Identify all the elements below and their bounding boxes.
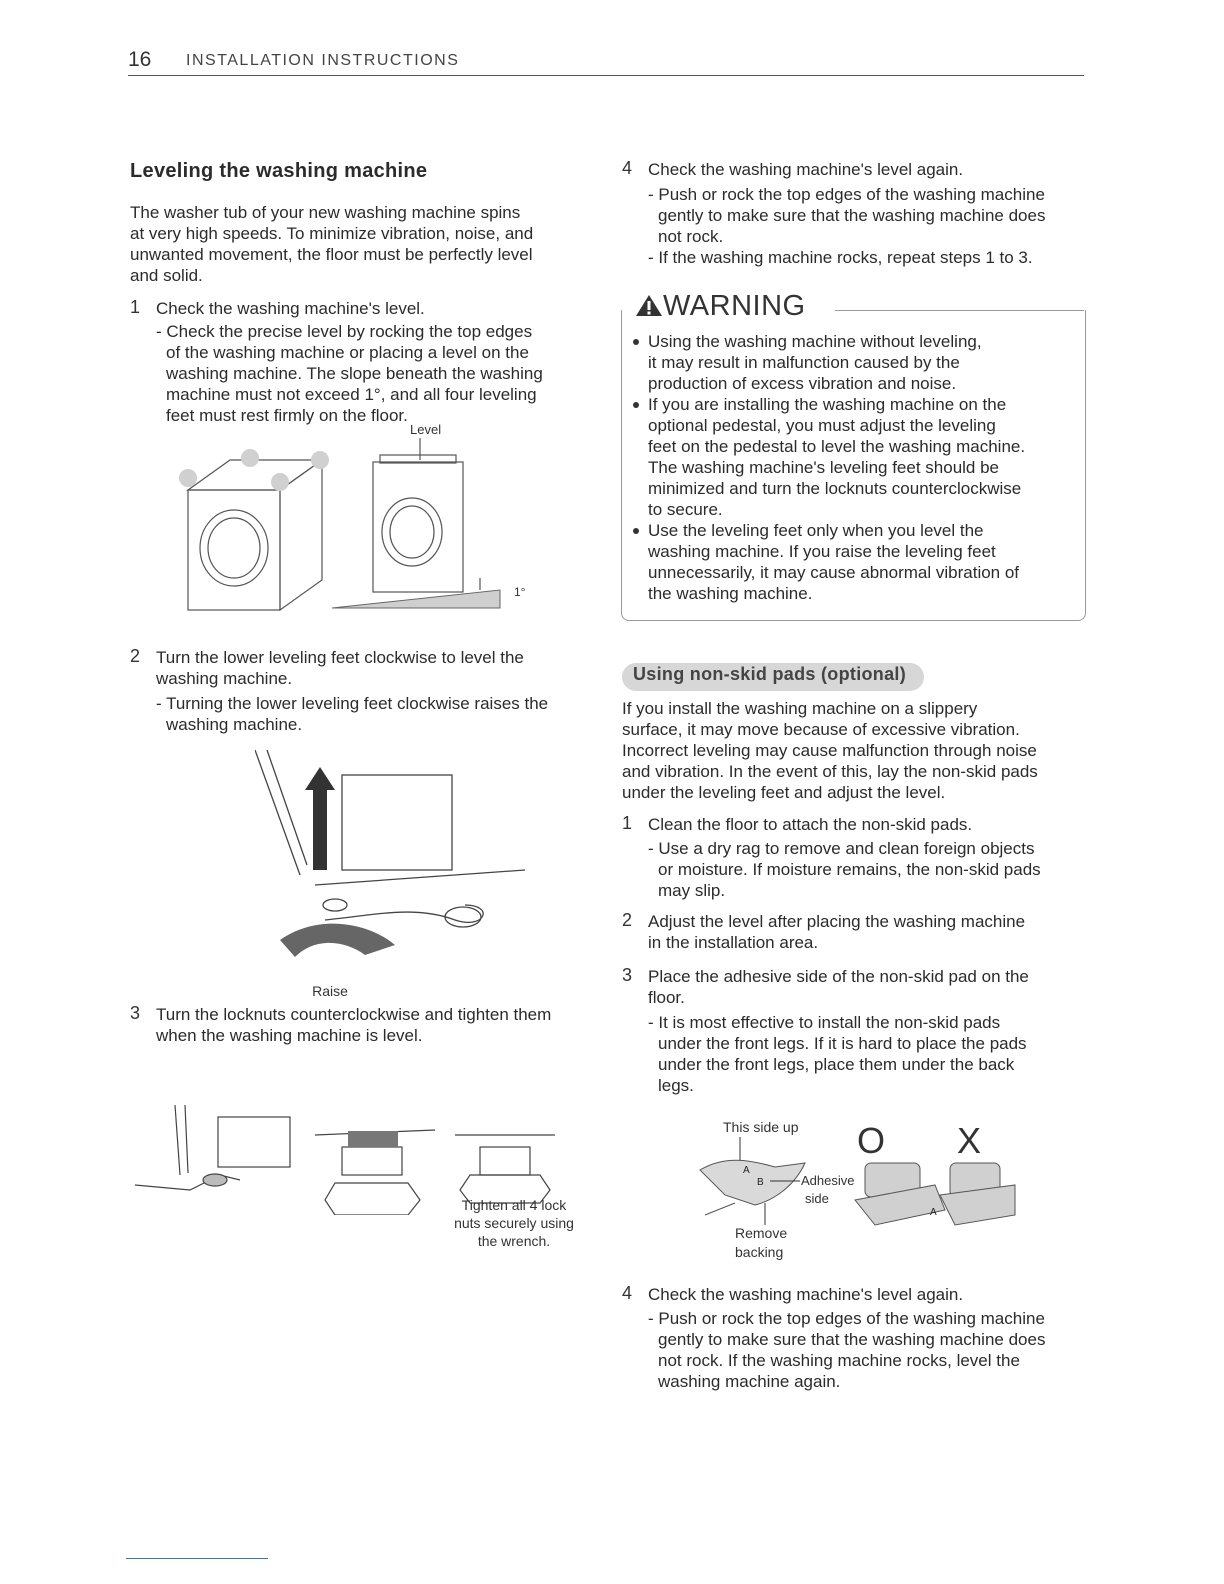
leveling-illustration — [170, 420, 540, 625]
leveling-intro: The washer tub of your new washing machine spins at very high speeds. To minimize vibration, noise, and unwanted movement, the floor must be perfectly level and solid. — [130, 203, 534, 285]
footer-rule — [126, 1558, 268, 1559]
slope — [332, 590, 500, 608]
washer-front — [373, 455, 463, 592]
step-title: Check the washing machine's level. — [156, 299, 425, 318]
label-a: A — [743, 1165, 750, 1176]
step-number: 1 — [622, 813, 633, 833]
step-detail: - Push or rock the top edges of the washing machine gently to make sure that the washing machine does not rock. - If the washing machine rocks, repeat steps 1 to 3. — [648, 185, 1046, 267]
step-detail: - It is most effective to install the non-skid pads under the front legs. If it is hard to place the pads under the front legs, place them under the back legs. — [648, 1013, 1027, 1095]
step-title: Turn the locknuts counterclockwise and tighten them when the washing machine is level. — [156, 1005, 552, 1045]
label-a2: A — [930, 1207, 937, 1218]
step-number: 3 — [130, 1003, 141, 1023]
adhesive-label: Adhesive — [801, 1173, 855, 1188]
step-title: Adjust the level after placing the washing machine in the installation area. — [648, 912, 1026, 952]
step-number: 4 — [622, 158, 633, 178]
backing-label: backing — [735, 1244, 784, 1260]
side-label: side — [805, 1191, 829, 1206]
curved-arrow-icon — [280, 924, 395, 957]
page-number: 16 — [128, 48, 152, 71]
this-side-up-label: This side up — [723, 1119, 799, 1135]
leveling-heading: Leveling the washing machine — [130, 160, 428, 182]
step-number: 1 — [130, 297, 141, 317]
warning-item: If you are installing the washing machine on the optional pedestal, you must adjust the leveling feet on the pedestal to level the washing machine. The washing machine's leveling feet should be minimized and turn the locknuts counterclockwise to secure. — [648, 395, 1026, 519]
warning-title: WARNING — [635, 290, 812, 323]
warning-item: Use the leveling feet only when you level the washing machine. If you raise the leveling feet unnecessarily, it may cause abnormal vibration of the washing machine. — [648, 521, 1020, 603]
step-title: Turn the lower leveling feet clockwise to level the washing machine. — [156, 648, 524, 688]
header-divider — [128, 75, 1084, 76]
pads-intro: If you install the washing machine on a slippery surface, it may move because of excessive vibration. Incorrect leveling may cause malfunction through noise and vibration. In the event of this, lay the non-skid pads under the leveling feet and adjust the level. — [622, 699, 1038, 802]
warning-rule — [835, 310, 1084, 311]
step-detail: - Check the precise level by rocking the top edges of the washing machine or placing a level on the washing machine. The slope beneath the washing machine must not exceed 1°, and all four leveling feet must rest firmly on the floor. — [156, 322, 543, 425]
remove-label: Remove — [735, 1225, 788, 1241]
step-number: 2 — [622, 910, 633, 930]
step-number: 2 — [130, 646, 141, 666]
step-title: Place the adhesive side of the non-skid pad on the floor. — [648, 967, 1029, 1007]
washer-perspective — [188, 460, 322, 610]
corner-markers — [179, 449, 329, 491]
step-detail: - Use a dry rag to remove and clean foreign objects or moisture. If moisture remains, the non-skid pads may slip. — [648, 839, 1041, 900]
raise-caption: Raise — [312, 983, 348, 999]
label-b: B — [757, 1177, 764, 1188]
level-label: Level — [410, 422, 442, 437]
pads-heading: Using non-skid pads (optional) — [633, 664, 906, 684]
up-arrow-icon — [305, 767, 335, 870]
correct-mark-icon: O — [857, 1120, 886, 1161]
incorrect-mark-icon: X — [957, 1120, 982, 1161]
raise-illustration — [255, 745, 535, 975]
step-title: Check the washing machine's level again. — [648, 160, 964, 179]
step-number: 3 — [622, 965, 633, 985]
non-skid-pad-illustration — [695, 1115, 1025, 1265]
step-title: Check the washing machine's level again. — [648, 1285, 964, 1304]
step-detail: - Push or rock the top edges of the washing machine gently to make sure that the washing machine does not rock. If the washing machine rocks, level the washing machine again. — [648, 1309, 1046, 1391]
step-number: 4 — [622, 1283, 633, 1303]
locknut-caption: Tighten all 4 lock nuts securely using the wrench. — [454, 1197, 574, 1249]
warning-triangle-icon — [635, 293, 663, 317]
section-title: INSTALLATION INSTRUCTIONS — [186, 52, 460, 69]
warning-item: Using the washing machine without leveling, it may result in malfunction caused by the production of excess vibration and noise. — [648, 332, 982, 393]
step-detail: - Turning the lower leveling feet clockwise raises the washing machine. — [156, 694, 549, 734]
angle-label: 1° — [514, 585, 526, 599]
step-title: Clean the floor to attach the non-skid pads. — [648, 815, 973, 834]
